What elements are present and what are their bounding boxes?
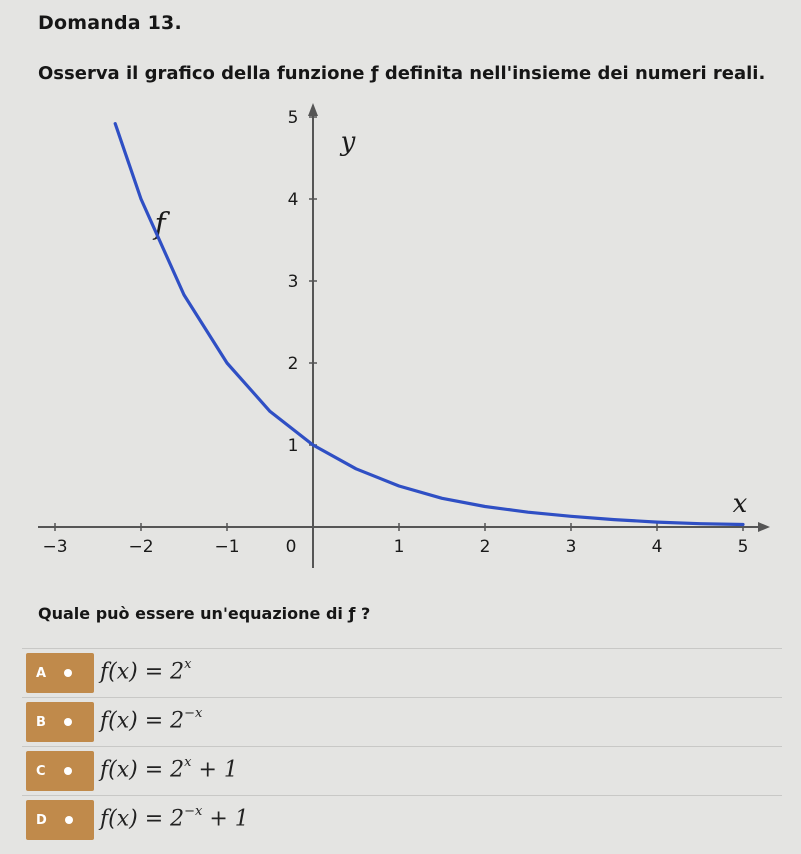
x-tick-label: 3 xyxy=(565,537,577,557)
function-label: f xyxy=(154,207,166,242)
option-b[interactable] xyxy=(22,697,782,746)
option-b-lhs: f(x) = 2 xyxy=(100,708,185,734)
option-d-letter: D xyxy=(36,812,47,828)
option-d[interactable] xyxy=(22,795,782,844)
y-axis-arrow xyxy=(308,103,318,116)
answer-options xyxy=(22,648,782,844)
y-tick-label: 5 xyxy=(287,108,299,128)
x-tick-label: 5 xyxy=(737,537,749,557)
radio-dot-icon xyxy=(64,767,72,775)
option-a-lhs: f(x) = 2 xyxy=(100,659,185,685)
question-text: Quale può essere un'equazione di ƒ ? xyxy=(38,604,371,623)
option-d-formula xyxy=(100,806,249,831)
option-a-marker[interactable] xyxy=(26,653,94,693)
option-a-letter: A xyxy=(36,665,47,681)
option-c-tail: + 1 xyxy=(191,757,238,783)
option-c-letter: C xyxy=(36,763,46,779)
x-axis-label: x xyxy=(732,489,748,519)
radio-dot-icon xyxy=(65,816,73,824)
x-tick-label: 4 xyxy=(651,537,663,557)
radio-dot-icon xyxy=(64,669,72,677)
y-axis-label: y xyxy=(340,127,356,157)
y-tick-label: 4 xyxy=(287,190,299,210)
x-tick-label: 2 xyxy=(479,537,491,557)
y-tick-label: 3 xyxy=(287,272,299,292)
x-tick-label: −2 xyxy=(128,537,154,557)
option-d-lhs: f(x) = 2 xyxy=(100,806,185,832)
radio-dot-icon xyxy=(64,718,72,726)
option-a-formula xyxy=(100,659,191,684)
option-d-marker[interactable] xyxy=(26,800,94,840)
x-tick-label: −1 xyxy=(214,537,240,557)
option-c-exponent: x xyxy=(184,755,192,770)
x-tick-label: −3 xyxy=(42,537,68,557)
option-d-tail: + 1 xyxy=(202,806,249,832)
option-c-formula xyxy=(100,757,238,782)
option-b-letter: B xyxy=(36,714,46,730)
option-b-formula xyxy=(100,708,202,733)
y-tick-label: 1 xyxy=(287,436,299,456)
option-a-exponent: x xyxy=(184,657,192,672)
function-curve xyxy=(115,124,743,525)
question-number: Domanda 13. xyxy=(38,12,182,34)
option-c-marker[interactable] xyxy=(26,751,94,791)
option-c[interactable] xyxy=(22,746,782,795)
y-tick-label: 2 xyxy=(287,354,299,374)
option-a[interactable] xyxy=(22,648,782,697)
x-tick-label: 1 xyxy=(393,537,405,557)
x-tick-label: 0 xyxy=(285,537,297,557)
x-axis-arrow xyxy=(758,522,770,532)
option-c-lhs: f(x) = 2 xyxy=(100,757,185,783)
option-b-marker[interactable] xyxy=(26,702,94,742)
option-b-exponent: −x xyxy=(184,706,203,721)
question-prompt: Osserva il grafico della funzione ƒ definita nell'insieme dei numeri reali. xyxy=(38,63,766,84)
option-d-exponent: −x xyxy=(184,804,203,819)
